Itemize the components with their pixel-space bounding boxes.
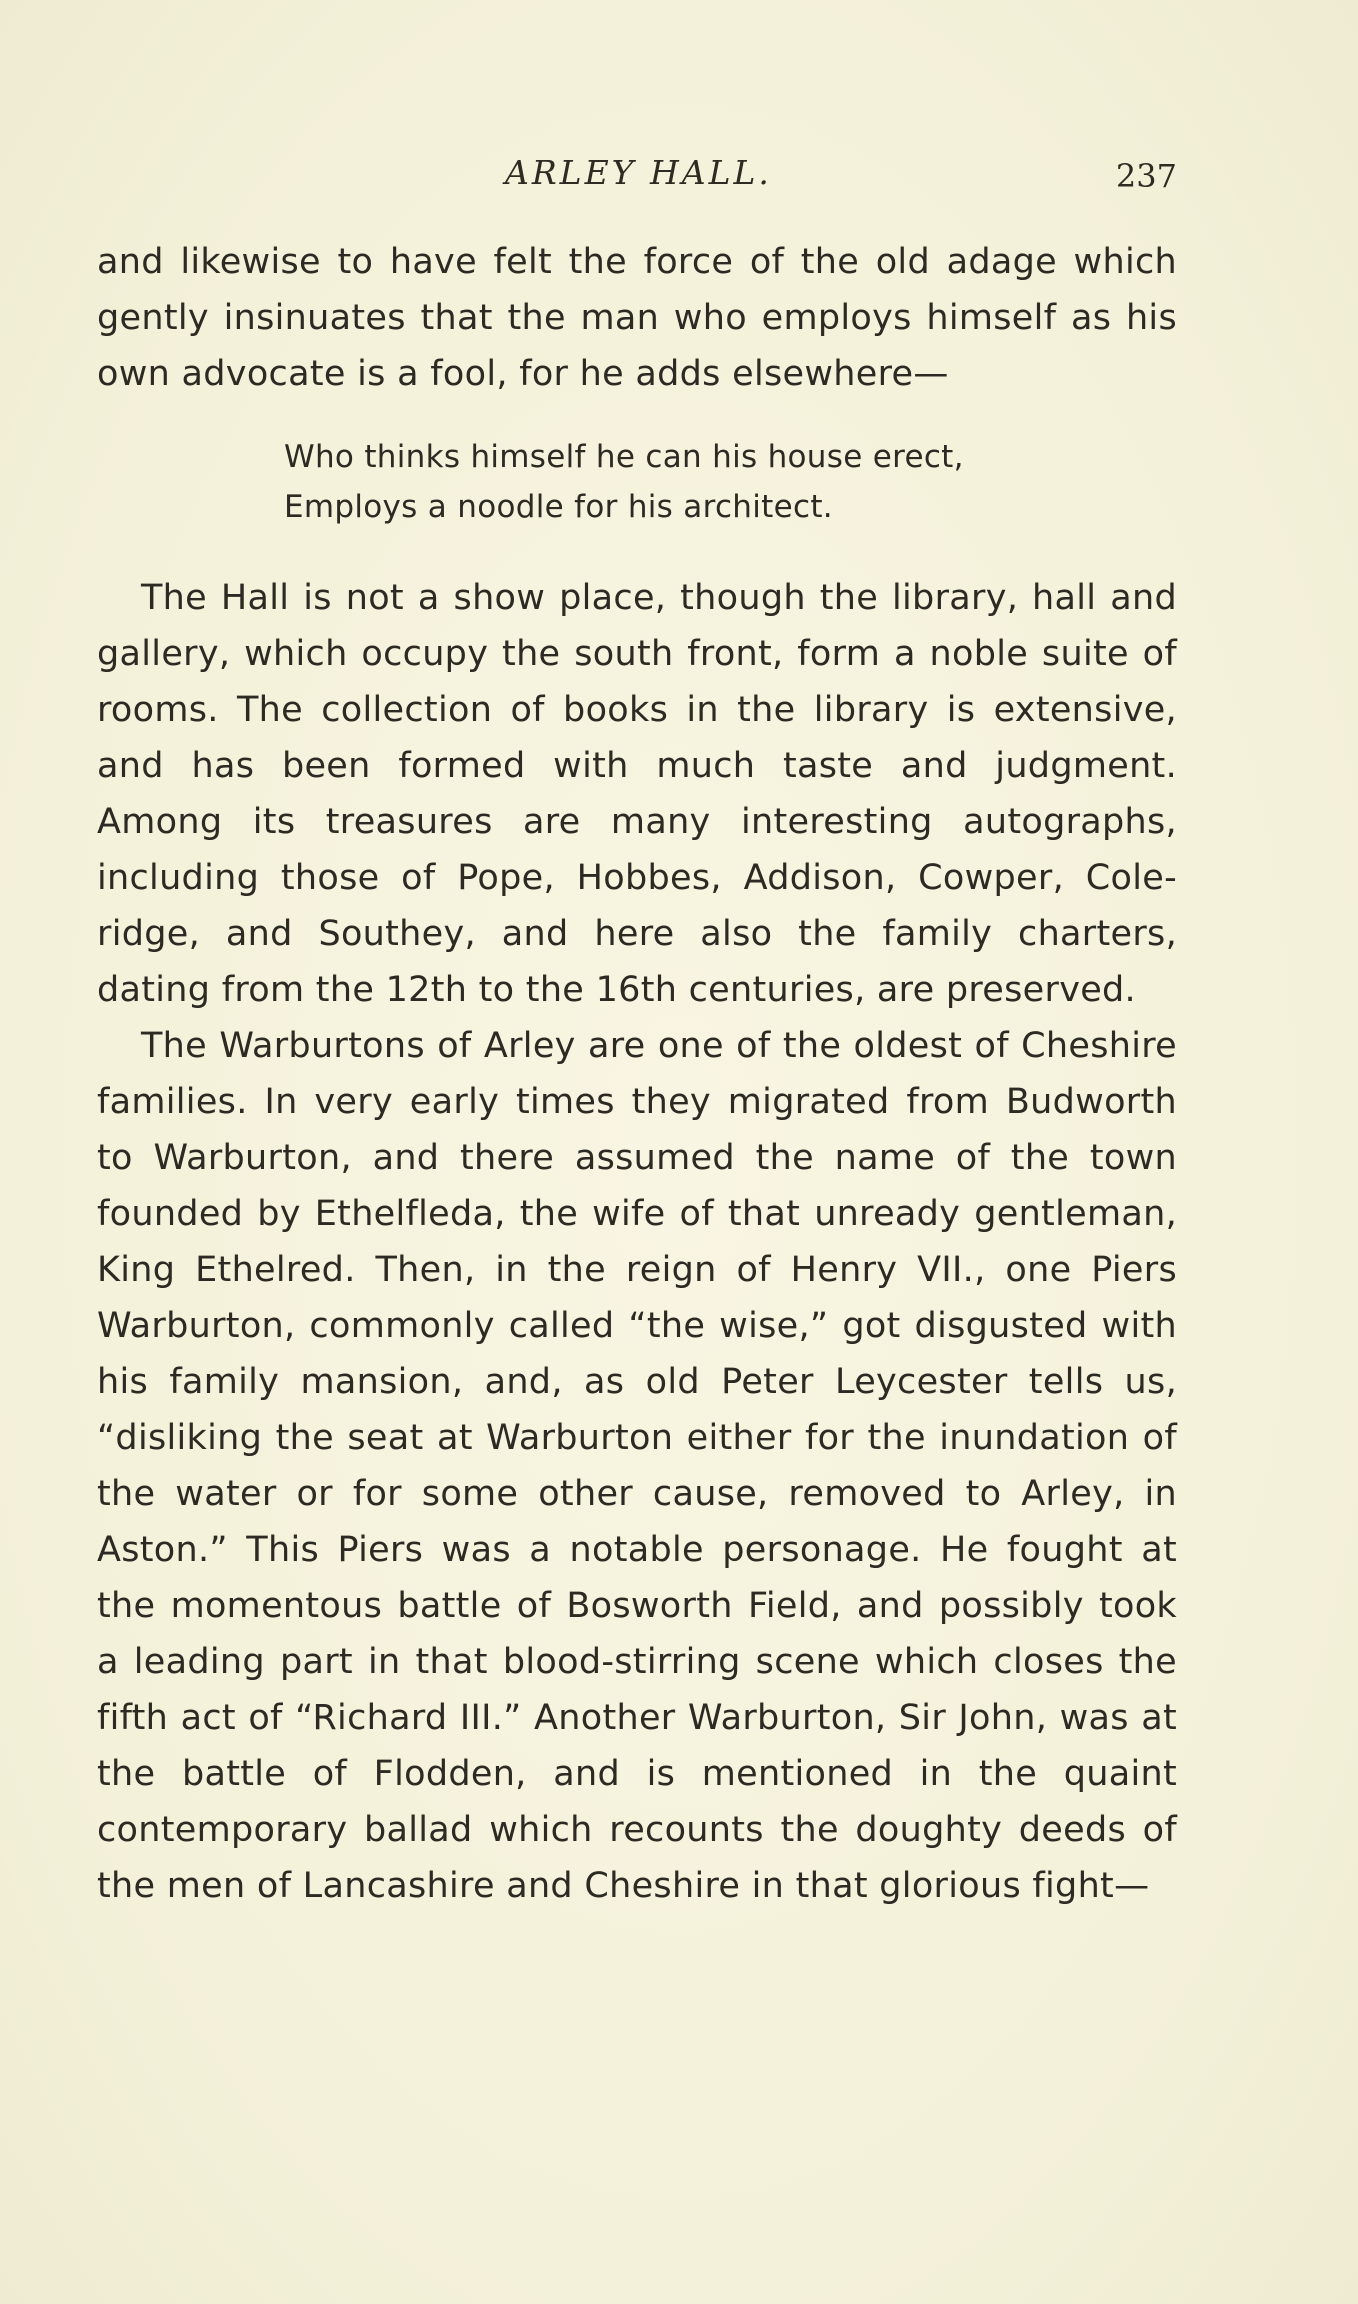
paragraph-warburtons: The Warburtons of Arley are one of the oldest of Cheshire families. In very early times they migrated from Budworth to Warburton, and there assumed the name of the town founded by Ethelfleda, the wife of that unready gentleman, King Ethelred. Then, in the reign of Henry VII., one Piers Warburton, commonly called “the wise,” got disgusted with his family mansion, and, as old Peter Leycester tells us, “disliking the seat at Warburton either for the inundation of the water or for some other cause, removed to Arley, in Aston.” This Piers was a notable personage. He fought at the momentous battle of Bosworth Field, and possibly took a leading part in that blood-stirring scene which closes the fifth act of “Richard III.” Another Warburton, Sir John, was at the battle of Flodden, and is mentioned in the quaint contemporary ballad which recounts the doughty deeds of the men of Lancashire and Cheshire in that glorious fight— — [97, 1026, 1177, 1906]
page-number: 237 — [1115, 157, 1177, 195]
page-header — [97, 153, 1177, 203]
paragraph-hall-library: The Hall is not a show place, though the library, hall and gallery, which occupy the south front, form a noble suite of rooms. The collection of books in the library is extensive, and has been formed with much taste and judgment. Among its treasures are many interesting autographs, including those of Pope, Hobbes, Addison, Cowper, Cole-ridge, and Southey, and here also the family charters, dating from the 12th to the 16th centuries, are preserved. — [97, 578, 1177, 1010]
verse-quote — [97, 432, 1177, 532]
body-text — [97, 234, 1177, 1914]
verse-line-2: Employs a noodle for his architect. — [284, 489, 833, 525]
paragraph-continuation: and likewise to have felt the force of the old adage which gently insinuates that the man who employs himself as his own advocate is a fool, for he adds elsewhere— — [97, 242, 1177, 394]
verse-line-1: Who thinks himself he can his house erect, — [284, 439, 964, 475]
running-title: ARLEY HALL. — [505, 153, 772, 192]
